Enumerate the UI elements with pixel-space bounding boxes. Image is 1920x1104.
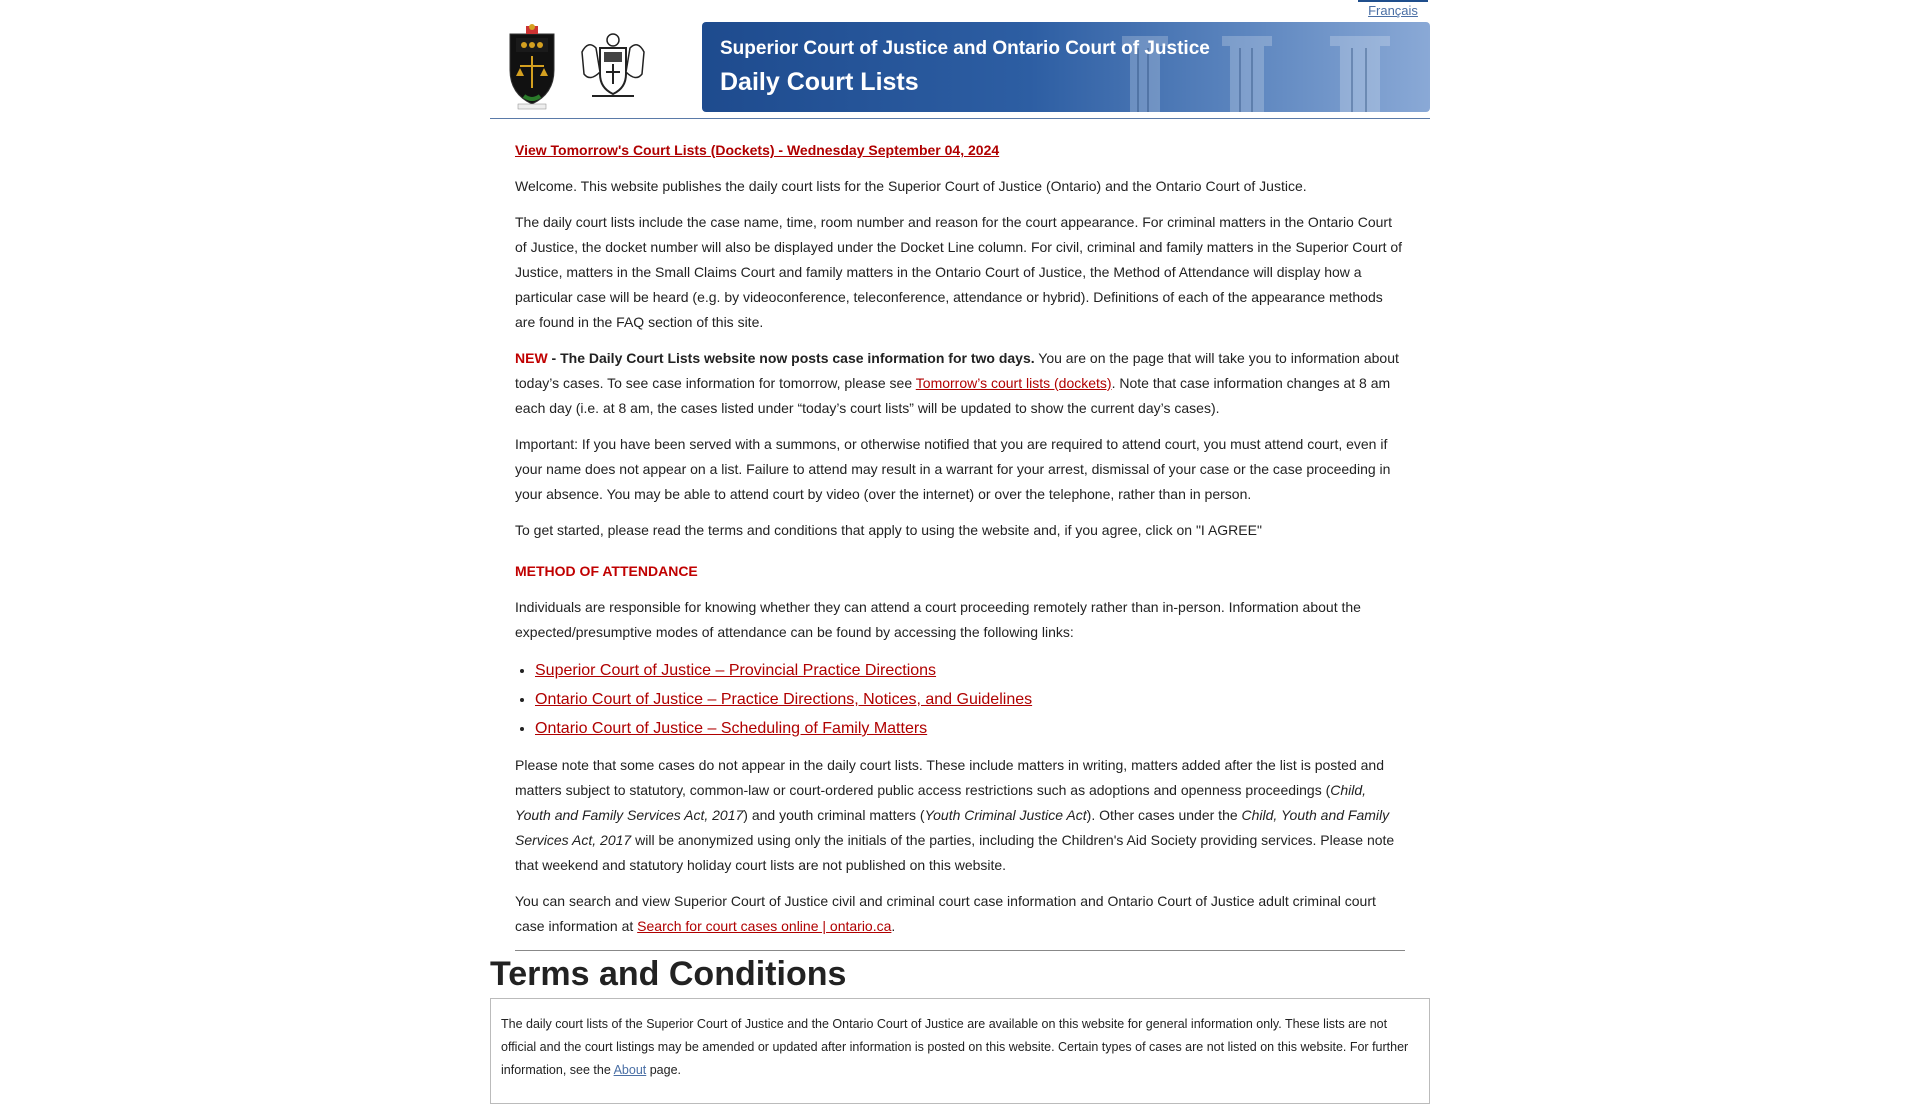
welcome-text: Welcome. This website publishes the daily court lists for the Superior Court of Justice (Ontario) and the Ontario Court of Justice. (515, 178, 1307, 194)
search-note (515, 889, 1405, 939)
terms-text: The daily court lists of the Superior Court of Justice and the Ontario Court of Justice are available on this website for general information only. These lists are not official and the court listings may be amended or updated after information is posted on this website. Certain types of cases are not listed on this website. For further information, see the (501, 1017, 1409, 1077)
banner (702, 22, 1430, 112)
new-text-part-2: . Note that case information changes at 8 am each day (i.e. at 8 am, the cases listed under “today’s court lists” will be updated to show the current day’s cases). (515, 375, 1391, 416)
family-scheduling-link[interactable]: Ontario Court of Justice – Scheduling of Family Matters (535, 720, 928, 737)
main-content (515, 138, 1405, 951)
tomorrow-court-lists-link[interactable]: View Tomorrow's Court Lists (Dockets) - Wednesday September 04, 2024 (515, 142, 1000, 158)
note-part-3: ). Other cases under the (1086, 807, 1242, 823)
terms-heading: Terms and Conditions (490, 955, 847, 993)
description-text: The daily court lists include the case name, time, room number and reason for the court appearance. For criminal matters in the Ontario Court of Justice, the docket number will also be displayed under the Docket Line column. For civil, criminal and family matters in the Superior Court of Justice, matters in the Small Claims Court and family matters in the Ontario Court of Justice, the Method of Attendance will display how a particular case will be heard (e.g. by videoconference, teleconference, attendance or hybrid). Definitions of each of the appearance methods are found in the FAQ section of this site. (515, 214, 1403, 330)
note-act-1: Child, Youth and Family Services Act, 2017 (515, 782, 1367, 823)
important-text: Important: If you have been served with a summons, or otherwise notified that you are required to attend court, you must attend court, even if your name does not appear on a list. Failure to attend may result in a warrant for your arrest, dismissal of your case or the case proceeding in your absence. You may be able to attend court by video (over the internet) or over the telephone, rather than in person. (515, 436, 1391, 502)
list-item (535, 685, 1405, 714)
search-end: . (891, 918, 896, 934)
note-act-3: Child, Youth and Family Services Act, 2017 (515, 807, 1390, 848)
practice-directions-list (515, 656, 1405, 743)
search-text: You can search and view Superior Court of Justice civil and criminal court case information and Ontario Court of Justice adult criminal court case information at (515, 893, 1376, 934)
language-bar (1358, 0, 1428, 20)
list-item (535, 714, 1405, 743)
list-item (535, 656, 1405, 685)
method-of-attendance-text: Individuals are responsible for knowing whether they can attend a court proceeding remotely rather than in-person. Information about the expected/presumptive modes of attendance can be found by accessing the following links: (515, 599, 1361, 640)
new-notice (515, 346, 1405, 421)
note-act-2: Youth Criminal Justice Act (924, 807, 1087, 823)
note-part-2: ) and youth criminal matters ( (743, 807, 925, 823)
search-court-cases-link[interactable]: Search for court cases online | ontario.ca (637, 918, 892, 934)
superior-court-practice-link[interactable]: Superior Court of Justice – Provincial Practice Directions (535, 662, 937, 679)
ontario-court-practice-link[interactable]: Ontario Court of Justice – Practice Directions, Notices, and Guidelines (535, 691, 1033, 708)
new-bold-text: - The Daily Court Lists website now posts case information for two days. (547, 350, 1035, 366)
tomorrow-dockets-link[interactable]: Tomorrow’s court lists (dockets) (915, 375, 1112, 391)
superior-court-crest-icon (502, 24, 562, 110)
new-label: NEW (515, 350, 548, 366)
header (490, 22, 1430, 119)
banner-title: Daily Court Lists (720, 68, 919, 96)
new-text-part-1: You are on the page that will take you to information about today’s cases. To see case information for tomorrow, please see (515, 350, 1399, 391)
get-started-text: To get started, please read the terms and conditions that apply to using the website and, if you agree, click on "I AGREE" (515, 522, 1262, 538)
method-of-attendance-heading: METHOD OF ATTENDANCE (515, 563, 698, 579)
francais-link[interactable]: Français (1368, 3, 1418, 18)
column-decoration-icon (1070, 22, 1430, 112)
note-part-1: Please note that some cases do not appear in the daily court lists. These include matters in writing, matters added after the list is posted and matters subject to statutory, common-law or court-ordered public access restrictions such as adoptions and openness proceedings ( (515, 757, 1384, 798)
terms-box[interactable] (490, 998, 1430, 1104)
divider (515, 950, 1405, 951)
ontario-court-crest-icon (576, 32, 650, 102)
banner-subtitle: Superior Court of Justice and Ontario Court of Justice (720, 38, 1210, 59)
note-part-4: will be anonymized using only the initials of the parties, including the Children's Aid Society providing services. Please note that weekend and statutory holiday court lists are not published on this website. (515, 832, 1395, 873)
about-link[interactable]: About (613, 1063, 647, 1077)
exclusions-note (515, 753, 1405, 878)
terms-text-end: page. (646, 1063, 682, 1077)
